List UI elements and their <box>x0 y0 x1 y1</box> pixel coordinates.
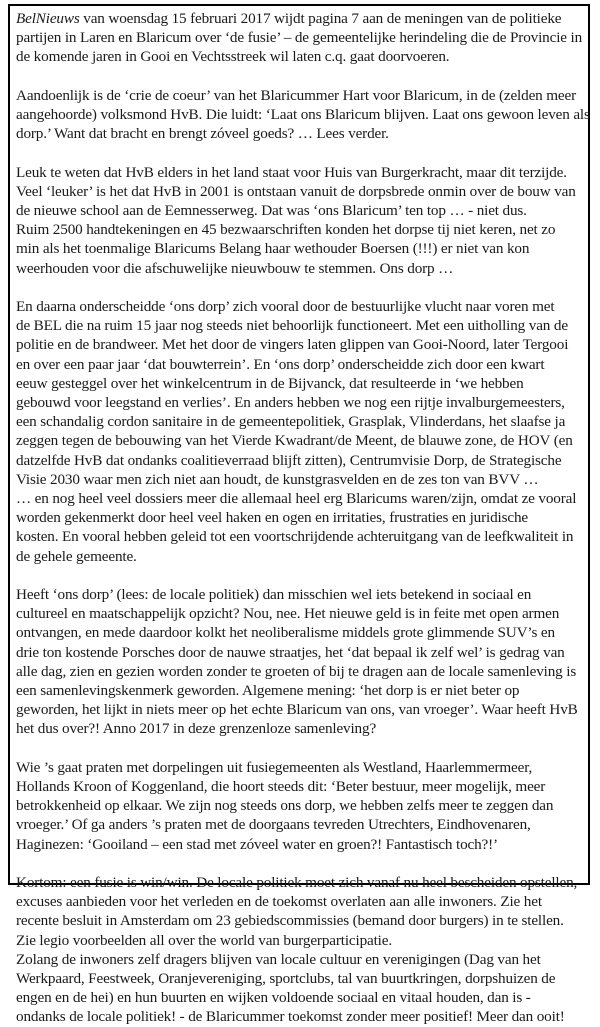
text-line: Werkpaard, Feestweek, Oranjevereniging, sportclubs, tal van buurtkringen, dorpshuizen de <box>16 970 556 988</box>
text-line: Hollands Kroon of Koggenland, die hoort steeds dit: ‘Beter bestuur, meer mogelijk, meer <box>16 778 546 796</box>
text-line: gebouwd voor leegstand en verlies’. En anders hebben we nog een rijtje invalburgemeesters, <box>16 394 565 412</box>
text-line: ontvangen, en mede daardoor kolkt het neoliberalisme middels grote glimmende SUV’s en <box>16 624 555 642</box>
text-line: en over een paar jaar ‘dat bouwterrein’. En ‘ons dorp’ onderscheidde zich door een kwart <box>16 355 545 373</box>
text-line: partijen in Laren en Blaricum over ‘de fusie’ – de gemeentelijke herindeling die de Provincie in <box>16 29 583 47</box>
paragraph-fusion-examples <box>16 758 584 854</box>
article-body <box>16 9 590 1027</box>
text-line: politie en de brandweer. Met het door de vingers laten glippen van Gooi-Noord, later Tergooi <box>16 336 569 354</box>
text-line: Ruim 2500 handtekeningen en 45 bezwaarschriften konden het dorpse tij niet keren, net zo <box>16 221 556 239</box>
text-line: worden gekenmerkt door heel veel haken en ogen en irritaties, frustraties en juridische <box>16 509 528 527</box>
text-line: zeggen tegen de bebouwing van het Vierde Kwadrant/de Meent, de blauwe zone, de HOV (en <box>16 432 573 450</box>
text-line: Wie ’s gaat praten met dorpelingen uit fusiegemeenten als Westland, Haarlemmermeer, <box>16 758 533 776</box>
text-line: Zolang de inwoners zelf dragers blijven van locale cultuur en verenigingen (Dag van het <box>16 950 541 968</box>
text-line: drie ton kostende Porsches door de nauwe straatjes, het ‘dat bepaal ik zelf wel’ is gedrag van <box>16 643 565 661</box>
paragraph-social <box>16 585 584 739</box>
paragraph-conclusion <box>16 873 584 1027</box>
publication-name: BelNieuws <box>16 10 80 27</box>
text-line: BelNieuws van woensdag 15 februari 2017 wijdt pagina 7 aan de meningen van de politieke <box>16 10 562 27</box>
text-line: … en nog heel veel dossiers meer die allemaal heel erg Blaricums waren/zijn, omdat ze vooral <box>16 490 577 508</box>
text-line: kosten. En vooral hebben geleid tot een voortschrijdende achteruitgang van de leefkwaliteit in <box>16 528 574 546</box>
article-frame <box>8 4 590 1026</box>
text-line: Aandoenlijk is de ‘crie de coeur’ van het Blaricummer Hart voor Blaricum, in de (zelden meer <box>16 86 577 104</box>
text-line: Visie 2030 waar men zich niet aan houdt, de kunstgrasvelden en de zes ton van BVV … <box>16 470 539 488</box>
text-line: Heeft ‘ons dorp’ (lees: de locale politiek) dan misschien wel iets betekend in sociaal en <box>16 586 532 604</box>
text-line: Leuk te weten dat HvB elders in het land staat voor Huis van Burgerkracht, maar dit terzijde. <box>16 163 567 181</box>
text-line: de gehele gemeente. <box>16 547 137 565</box>
text-line: het dus over?! Anno 2017 in deze grenzenloze samenleving? <box>16 720 377 738</box>
paragraph-dossiers <box>16 297 584 566</box>
paragraph-hvb-quote <box>16 86 590 144</box>
text-line: Veel ‘leuker’ is het dat HvB in 2001 is ontstaan vanuit de dorpsbrede onmin over de bouw van <box>16 182 576 200</box>
text-line: de komende jaren in Gooi en Vechtsstreek wil laten c.q. gaat doorvoeren. <box>16 48 450 66</box>
paragraph-hvb-history <box>16 163 584 278</box>
text-line: eeuw gesteggel over het winkelcentrum in de Bijvanck, dat resulteerde in ‘we hebben <box>16 374 524 392</box>
text-line: dorp.’ Want dat bracht en brengt zóveel goeds? … Lees verder. <box>16 125 389 143</box>
text-line: engen en de hei) en hun buurten en wijken voldoende sociaal en vitaal houden, dan is - <box>16 989 531 1007</box>
text-line: geworden, het lijkt in niets meer op het echte Blaricum van ons, van vroeger’. Waar heeft HvB <box>16 701 578 719</box>
text-line: Zie legio voorbeelden all over the world van burgerparticipatie. <box>16 931 392 949</box>
text-line: de nieuwe school aan de Eemnesserweg. Dat was ‘ons Blaricum’ ten top … - niet dus. <box>16 202 527 219</box>
text-line: alle dag, zien en gezien worden zonder te groeten of bij te dragen aan de locale samenleving is <box>16 662 577 680</box>
text-line: En daarna onderscheidde ‘ons dorp’ zich vooral door de bestuurlijke vlucht naar voren met <box>16 298 555 315</box>
text-line: cultureel en maatschappelijk opzicht? Nou, nee. Het nieuwe geld is in feite met open armen <box>16 605 560 623</box>
text-line: betrokkenheid op elkaar. We zijn nog steeds ons dorp, we hebben zelfs meer te zeggen dan <box>16 797 554 815</box>
text-line: aangehoorde) volksmond HvB. Die luidt: ‘Laat ons Blaricum blijven. Laat ons gewoon leven als <box>16 106 590 123</box>
paragraph-intro <box>16 9 584 67</box>
text-line: datzelfde HvB dat ondanks coalitieverraad blijft zitten), Centrumvisie Dorp, de Strategische <box>16 451 562 469</box>
text-line: min als het toenmalige Blaricums Belang haar wethouder Boersen (!!!) er niet van kon <box>16 240 530 258</box>
text-line: een schandalig cordon sanitaire in de gemeentepolitiek, Grasplak, Vlinderdans, het slaafse ja <box>16 413 566 431</box>
text-line: vroeger.’ Of ga anders ’s praten met de doorgaans tevreden Utrechters, Eindhovenaren, <box>16 816 531 834</box>
text-line: Kortom: een fusie is win/win. De locale politiek moet zich vanaf nu heel bescheiden opstellen, <box>16 874 578 892</box>
text-line: excuses aanbieden voor het verleden en de toekomst overlaten aan alle inwoners. Zie het <box>16 893 542 911</box>
text-line: de BEL die na ruim 15 jaar nog steeds niet behoorlijk functioneert. Met een uitholling van de <box>16 317 568 335</box>
text-line: weerhouden voor die afschuwelijke nieuwbouw te stemmen. Ons dorp … <box>16 259 454 277</box>
text-line: recente besluit in Amsterdam om 23 gebiedscommissies (bemand door burgers) in te stellen. <box>16 912 564 930</box>
text-line: ondanks de locale politiek! - de Blaricummer toekomst zonder meer positief! Meer dan ooit! <box>16 1008 565 1026</box>
text-line: een samenlevingskenmerk geworden. Algemene mening: ‘het dorp is er niet beter op <box>16 682 520 700</box>
text-line: Haginezen: ‘Gooiland – een stad met zóveel water en groen?! Fantastisch toch?!’ <box>16 835 498 853</box>
